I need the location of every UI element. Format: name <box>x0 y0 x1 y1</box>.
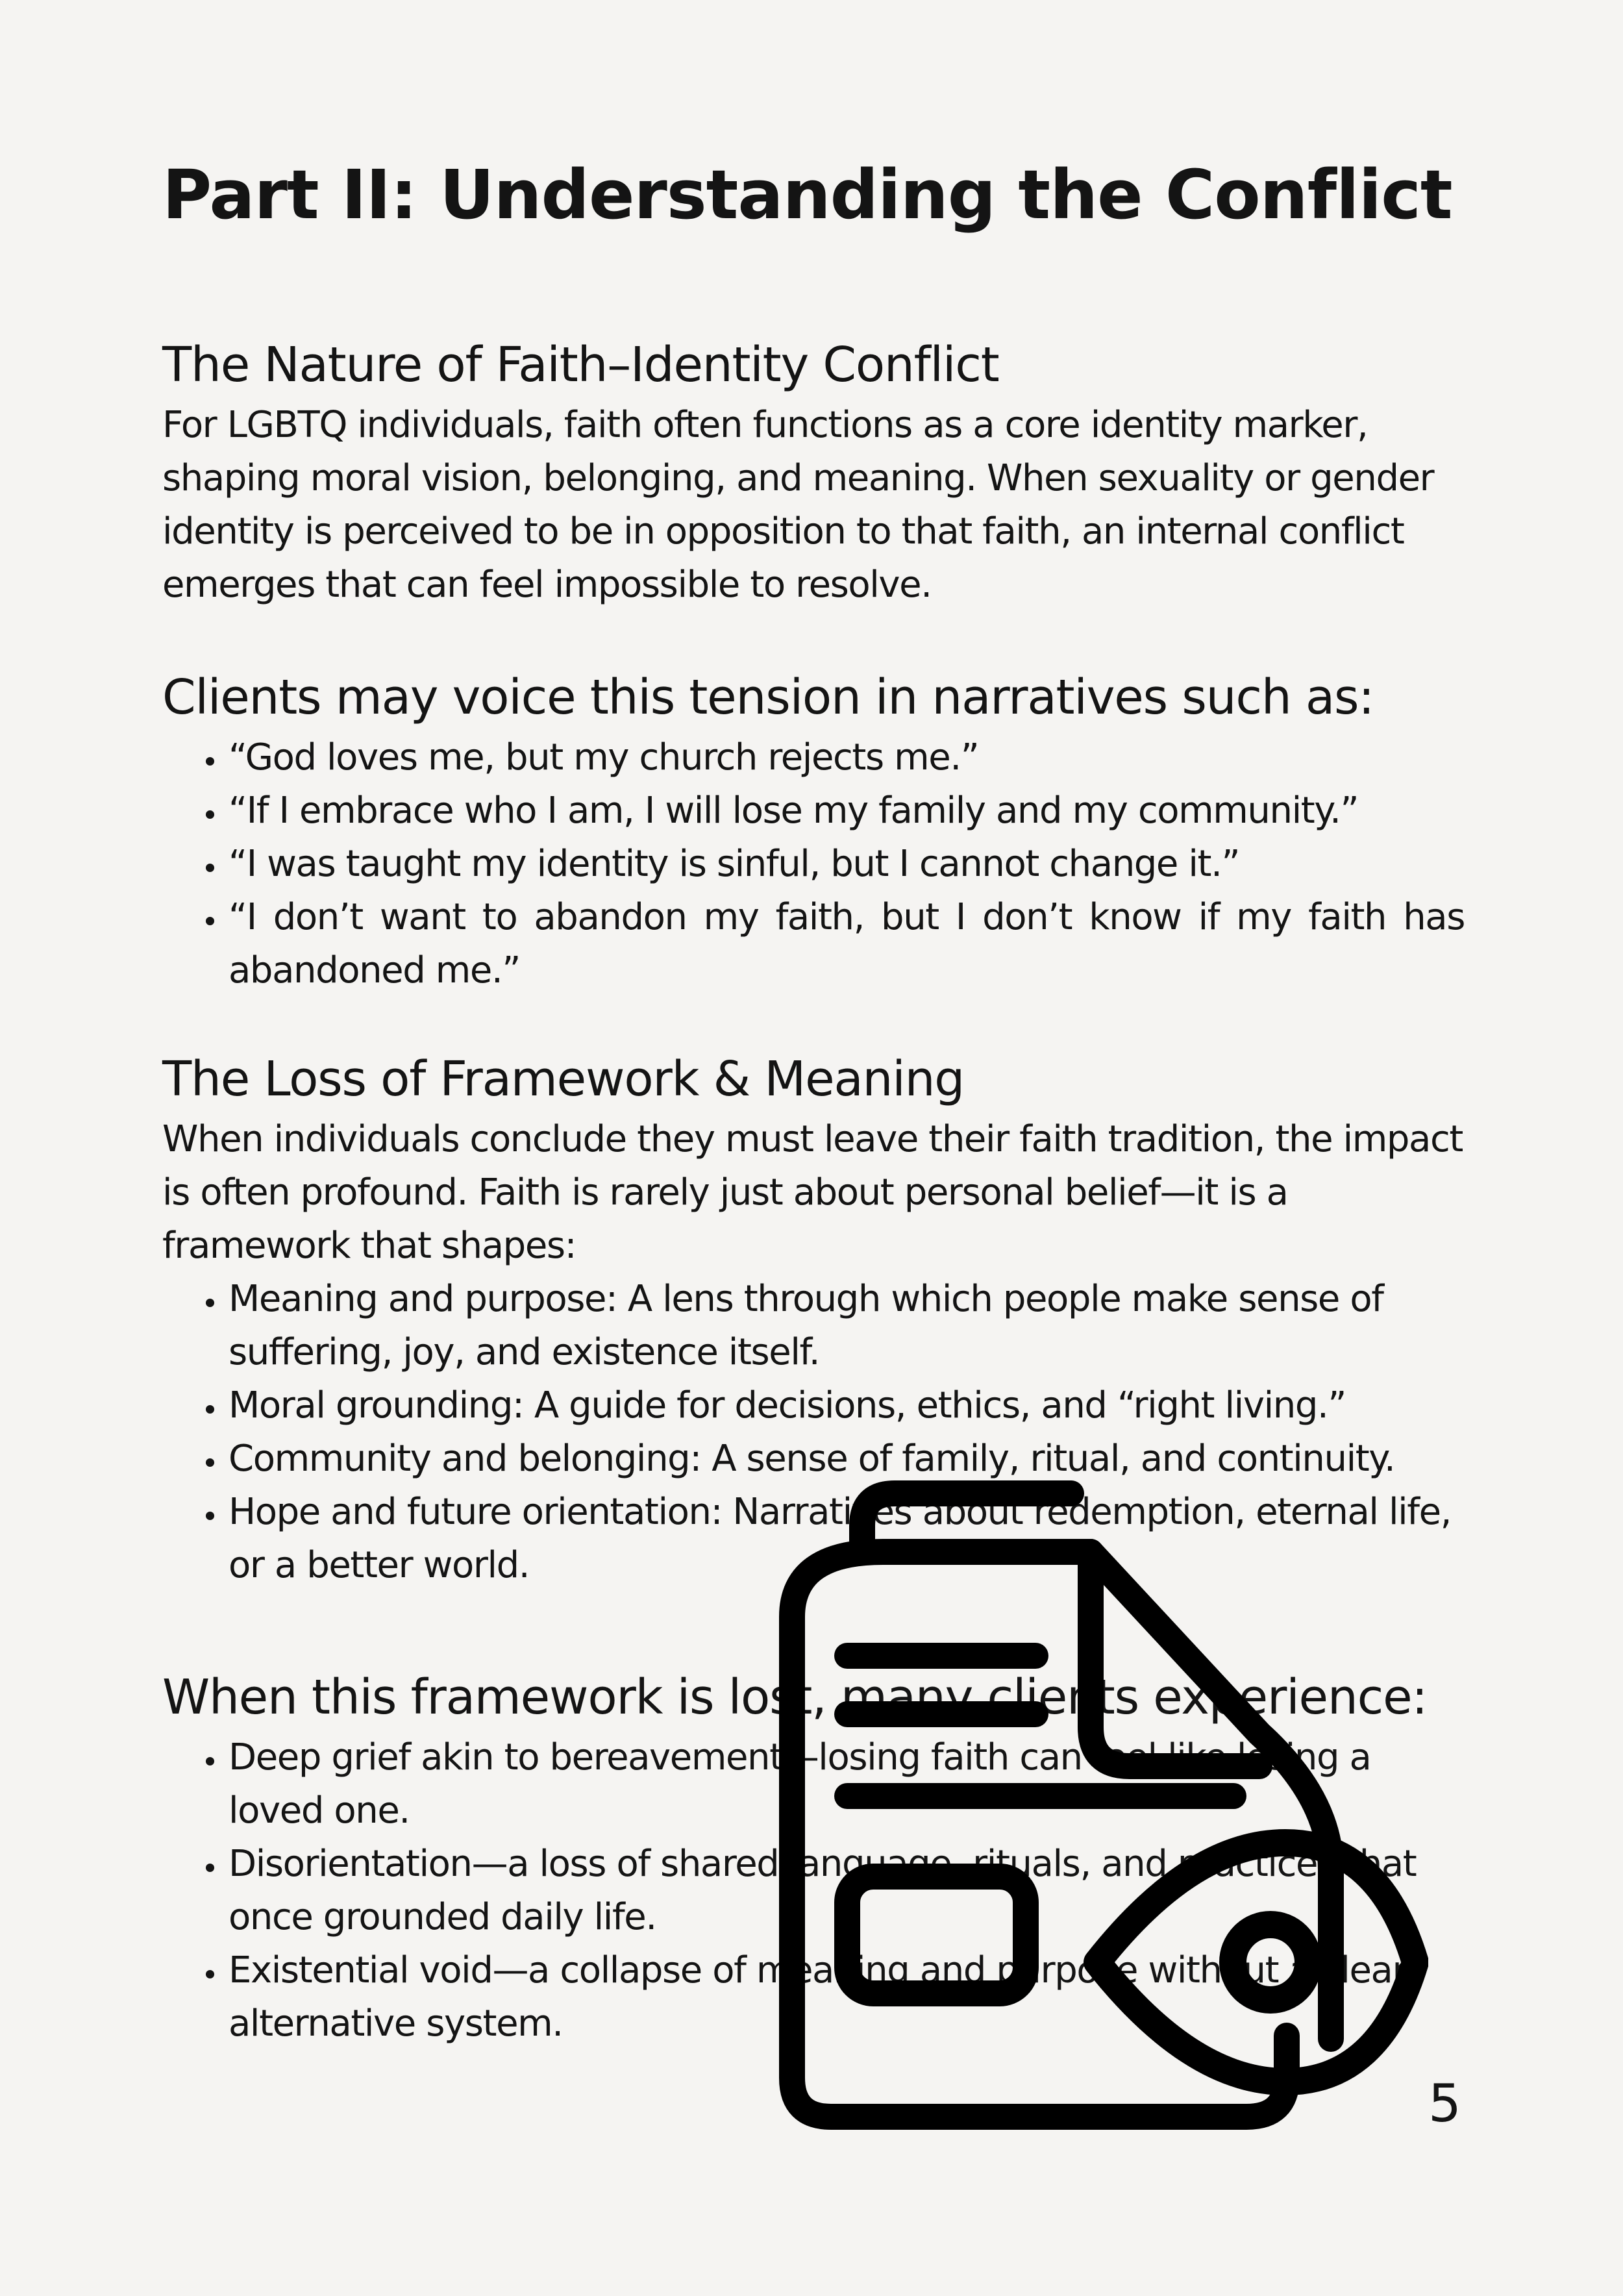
list-item: • Hope and future orientation: Narratives about redemption, eternal life, or a better world. <box>227 1486 1465 1592</box>
list-item: • “If I embrace who I am, I will lose my family and my community.” <box>227 784 1465 838</box>
list-item: • Community and belonging: A sense of family, ritual, and continuity. <box>227 1432 1465 1486</box>
list-item: • “God loves me, but my church rejects me.” <box>227 731 1465 784</box>
list-item: • Deep grief akin to bereavement—losing faith can feel like losing a loved one. <box>227 1731 1465 1838</box>
section-heading-nature: The Nature of Faith–Identity Conflict <box>162 337 999 393</box>
list-item: • “I was taught my identity is sinful, but I cannot change it.” <box>227 838 1465 891</box>
section-heading-narratives: Clients may voice this tension in narratives such as: <box>162 669 1374 725</box>
section-client-narratives <box>162 664 1465 997</box>
list-item: • Moral grounding: A guide for decisions, ethics, and “right living.” <box>227 1379 1465 1432</box>
list-item: • “I don’t want to abandon my faith, but I don’t know if my faith has abandoned me.” <box>227 891 1465 997</box>
list-item: • Existential void—a collapse of meaning and purpose without a clear alternative system. <box>227 1944 1465 2051</box>
section-heading-loss: The Loss of Framework & Meaning <box>162 1051 965 1107</box>
list-item: • Meaning and purpose: A lens through which people make sense of suffering, joy, and existence itself. <box>227 1273 1465 1379</box>
section-nature-of-conflict <box>162 331 1465 612</box>
list-item: • Disorientation—a loss of shared language, rituals, and practices that once grounded daily life. <box>227 1838 1465 1944</box>
page-number: 5 <box>1428 2073 1461 2134</box>
section-intro-loss: When individuals conclude they must leave their faith tradition, the impact is often profound. Faith is rarely just about personal belief—it is a framework that shapes: <box>162 1118 1463 1267</box>
page-title: Part II: Understanding the Conflict <box>162 155 1452 234</box>
section-body-nature: For LGBTQ individuals, faith often functions as a core identity marker, shaping moral vision, belonging, and meaning. When sexuality or gender identity is perceived to be in opposition to that faith, an internal conflict emerges that can feel impossible to resolve. <box>162 404 1434 606</box>
section-heading-experience: When this framework is lost, many clients experience: <box>162 1669 1428 1725</box>
narratives-list <box>162 731 1465 997</box>
document-with-eye-icon <box>766 1461 1428 2143</box>
